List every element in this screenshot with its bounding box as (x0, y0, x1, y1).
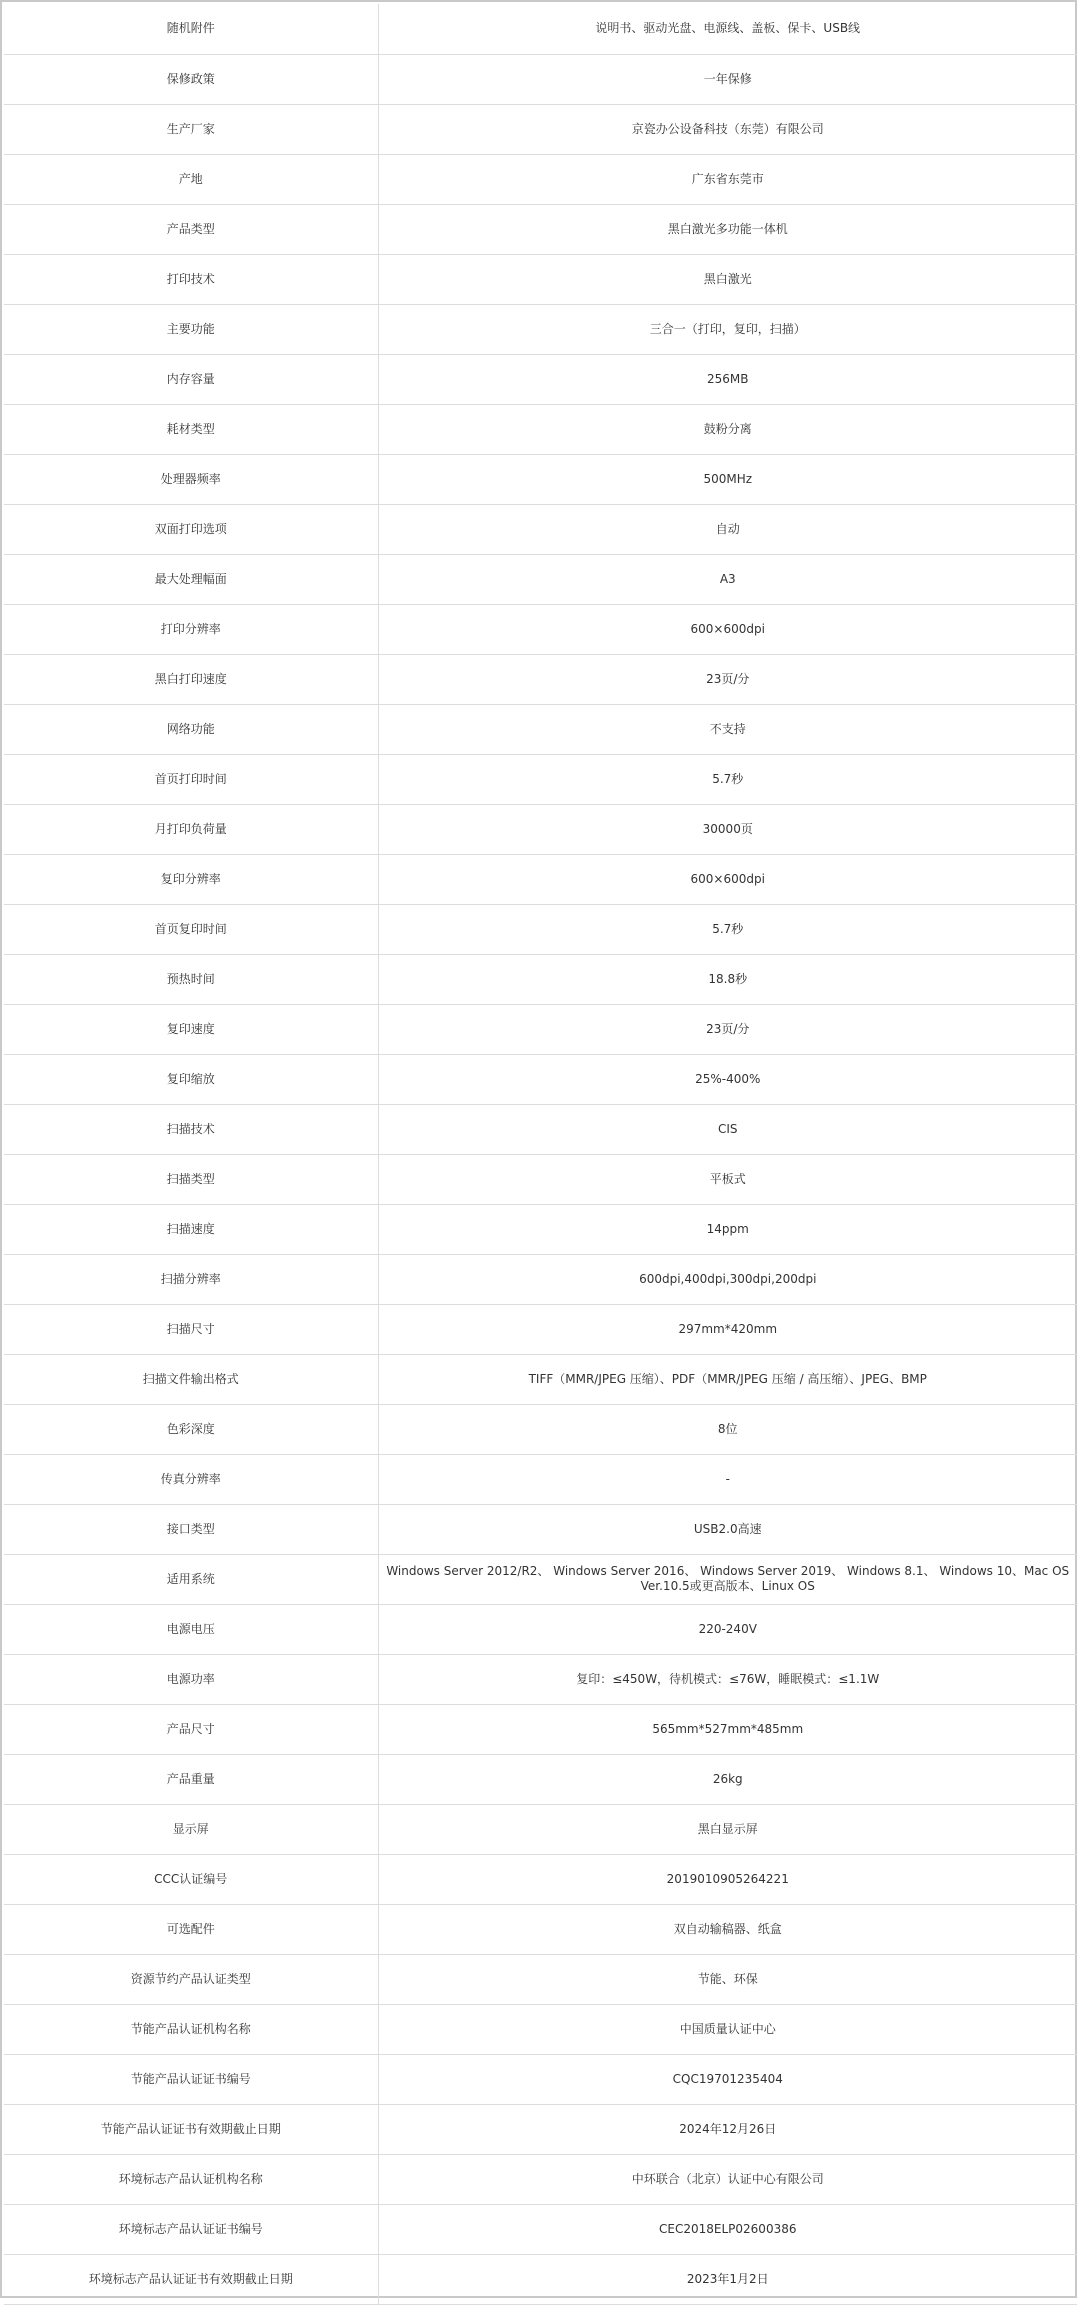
spec-label: 打印分辨率 (4, 604, 378, 654)
spec-row (4, 2254, 1077, 2304)
spec-row (4, 804, 1077, 854)
spec-value: 中环联合（北京）认证中心有限公司 (378, 2154, 1077, 2204)
spec-label: 环境标志产品认证机构名称 (4, 2154, 378, 2204)
spec-value: 2024年12月26日 (378, 2104, 1077, 2154)
spec-label: 预热时间 (4, 954, 378, 1004)
spec-label: 扫描速度 (4, 1204, 378, 1254)
spec-label: 主要功能 (4, 304, 378, 354)
spec-label: 扫描类型 (4, 1154, 378, 1204)
spec-row (4, 1854, 1077, 1904)
spec-label: 传真分辨率 (4, 1454, 378, 1504)
spec-row (4, 504, 1077, 554)
spec-label: 资源节约产品认证类型 (4, 1954, 378, 2004)
spec-label: 扫描技术 (4, 1104, 378, 1154)
spec-label: 内存容量 (4, 354, 378, 404)
spec-value: 广东省东莞市 (378, 154, 1077, 204)
spec-row (4, 1304, 1077, 1354)
spec-value: 复印：≤450W，待机模式：≤76W，睡眠模式：≤1.1W (378, 1654, 1077, 1704)
spec-label: 扫描尺寸 (4, 1304, 378, 1354)
spec-row (4, 204, 1077, 254)
spec-label: 随机附件 (4, 4, 378, 54)
spec-value: 23页/分 (378, 654, 1077, 704)
spec-row (4, 654, 1077, 704)
spec-label: 双面打印选项 (4, 504, 378, 554)
spec-value: 鼓粉分离 (378, 404, 1077, 454)
spec-row (4, 2204, 1077, 2254)
spec-row (4, 1654, 1077, 1704)
spec-value: USB2.0高速 (378, 1504, 1077, 1554)
spec-value: 平板式 (378, 1154, 1077, 1204)
spec-value: 8位 (378, 1404, 1077, 1454)
spec-row (4, 1404, 1077, 1454)
spec-value: 565mm*527mm*485mm (378, 1704, 1077, 1754)
spec-row (4, 1354, 1077, 1404)
spec-label: 适用系统 (4, 1554, 378, 1604)
spec-label: 打印技术 (4, 254, 378, 304)
spec-value: 600×600dpi (378, 604, 1077, 654)
spec-label: 接口类型 (4, 1504, 378, 1554)
spec-label: 复印分辨率 (4, 854, 378, 904)
spec-value: CEC2018ELP02600386 (378, 2204, 1077, 2254)
spec-row (4, 1604, 1077, 1654)
spec-value: A3 (378, 554, 1077, 604)
spec-label: 首页复印时间 (4, 904, 378, 954)
spec-row (4, 754, 1077, 804)
spec-label: 保修政策 (4, 54, 378, 104)
spec-value: 5.7秒 (378, 904, 1077, 954)
spec-value: 18.8秒 (378, 954, 1077, 1004)
spec-label: 环境标志产品认证证书有效期截止日期 (4, 2254, 378, 2304)
spec-row (4, 1104, 1077, 1154)
spec-value: 说明书、驱动光盘、电源线、盖板、保卡、USB线 (378, 4, 1077, 54)
spec-value: TIFF（MMR/JPEG 压缩）、PDF（MMR/JPEG 压缩 / 高压缩）、JPEG、BMP (378, 1354, 1077, 1404)
spec-label: 显示屏 (4, 1804, 378, 1854)
spec-label: 电源电压 (4, 1604, 378, 1654)
spec-label: 节能产品认证证书编号 (4, 2054, 378, 2104)
spec-row (4, 554, 1077, 604)
spec-row (4, 1554, 1077, 1604)
spec-row (4, 354, 1077, 404)
spec-row (4, 1704, 1077, 1754)
spec-label: 电源功率 (4, 1654, 378, 1704)
spec-label: 网络功能 (4, 704, 378, 754)
spec-value: 30000页 (378, 804, 1077, 854)
spec-value: 中国质量认证中心 (378, 2004, 1077, 2054)
spec-value: 2019010905264221 (378, 1854, 1077, 1904)
spec-label: 节能产品认证机构名称 (4, 2004, 378, 2054)
spec-value: 256MB (378, 354, 1077, 404)
spec-value: 26kg (378, 1754, 1077, 1804)
spec-label: 最大处理幅面 (4, 554, 378, 604)
spec-table (4, 4, 1077, 2305)
spec-value: CQC19701235404 (378, 2054, 1077, 2104)
spec-label: 复印速度 (4, 1004, 378, 1054)
spec-label: 环境标志产品认证证书编号 (4, 2204, 378, 2254)
spec-row (4, 1904, 1077, 1954)
spec-label: 产地 (4, 154, 378, 204)
spec-label: 可选配件 (4, 1904, 378, 1954)
spec-row (4, 54, 1077, 104)
spec-label: 产品尺寸 (4, 1704, 378, 1754)
spec-label: 生产厂家 (4, 104, 378, 154)
spec-row (4, 854, 1077, 904)
spec-row (4, 1254, 1077, 1304)
spec-row (4, 904, 1077, 954)
spec-row (4, 454, 1077, 504)
spec-value: 黑白显示屏 (378, 1804, 1077, 1854)
spec-row (4, 1204, 1077, 1254)
spec-value: Windows Server 2012/R2、 Windows Server 2016、 Windows Server 2019、 Windows 8.1、 Windows 10、Mac OS Ver.10.5或更高版本、Linux OS (378, 1554, 1077, 1604)
spec-row (4, 1054, 1077, 1104)
spec-row (4, 1154, 1077, 1204)
spec-row (4, 104, 1077, 154)
spec-row (4, 1004, 1077, 1054)
spec-row (4, 1754, 1077, 1804)
spec-label: 首页打印时间 (4, 754, 378, 804)
spec-row (4, 304, 1077, 354)
spec-label: 处理器频率 (4, 454, 378, 504)
spec-value: 600dpi,400dpi,300dpi,200dpi (378, 1254, 1077, 1304)
spec-label: 耗材类型 (4, 404, 378, 454)
spec-row (4, 2104, 1077, 2154)
spec-value: 23页/分 (378, 1004, 1077, 1054)
spec-row (4, 1804, 1077, 1854)
spec-row (4, 1454, 1077, 1504)
spec-label: 扫描分辨率 (4, 1254, 378, 1304)
spec-value: 25%-400% (378, 1054, 1077, 1104)
spec-value: 297mm*420mm (378, 1304, 1077, 1354)
spec-label: 扫描文件输出格式 (4, 1354, 378, 1404)
spec-value: - (378, 1454, 1077, 1504)
spec-value: 600×600dpi (378, 854, 1077, 904)
spec-label: 产品重量 (4, 1754, 378, 1804)
spec-value: 不支持 (378, 704, 1077, 754)
spec-value: 2023年1月2日 (378, 2254, 1077, 2304)
spec-label: 色彩深度 (4, 1404, 378, 1454)
spec-row (4, 4, 1077, 54)
spec-row (4, 2004, 1077, 2054)
spec-row (4, 254, 1077, 304)
spec-value: 黑白激光 (378, 254, 1077, 304)
spec-label: 月打印负荷量 (4, 804, 378, 854)
spec-value: 14ppm (378, 1204, 1077, 1254)
spec-value: 节能、环保 (378, 1954, 1077, 2004)
spec-label: 复印缩放 (4, 1054, 378, 1104)
spec-value: 500MHz (378, 454, 1077, 504)
spec-value: 黑白激光多功能一体机 (378, 204, 1077, 254)
spec-value: 5.7秒 (378, 754, 1077, 804)
spec-label: 节能产品认证证书有效期截止日期 (4, 2104, 378, 2154)
spec-value: 一年保修 (378, 54, 1077, 104)
spec-value: 220-240V (378, 1604, 1077, 1654)
spec-label: 黑白打印速度 (4, 654, 378, 704)
spec-table-body (4, 4, 1077, 2304)
spec-value: 自动 (378, 504, 1077, 554)
spec-row (4, 704, 1077, 754)
spec-value: 京瓷办公设备科技（东莞）有限公司 (378, 104, 1077, 154)
spec-row (4, 1954, 1077, 2004)
spec-value: 三合一（打印，复印，扫描） (378, 304, 1077, 354)
spec-row (4, 2154, 1077, 2204)
spec-label: 产品类型 (4, 204, 378, 254)
spec-value: CIS (378, 1104, 1077, 1154)
spec-value: 双自动输稿器、纸盒 (378, 1904, 1077, 1954)
spec-label: CCC认证编号 (4, 1854, 378, 1904)
spec-row (4, 604, 1077, 654)
spec-row (4, 954, 1077, 1004)
spec-row (4, 1504, 1077, 1554)
spec-row (4, 2054, 1077, 2104)
spec-row (4, 404, 1077, 454)
spec-row (4, 154, 1077, 204)
